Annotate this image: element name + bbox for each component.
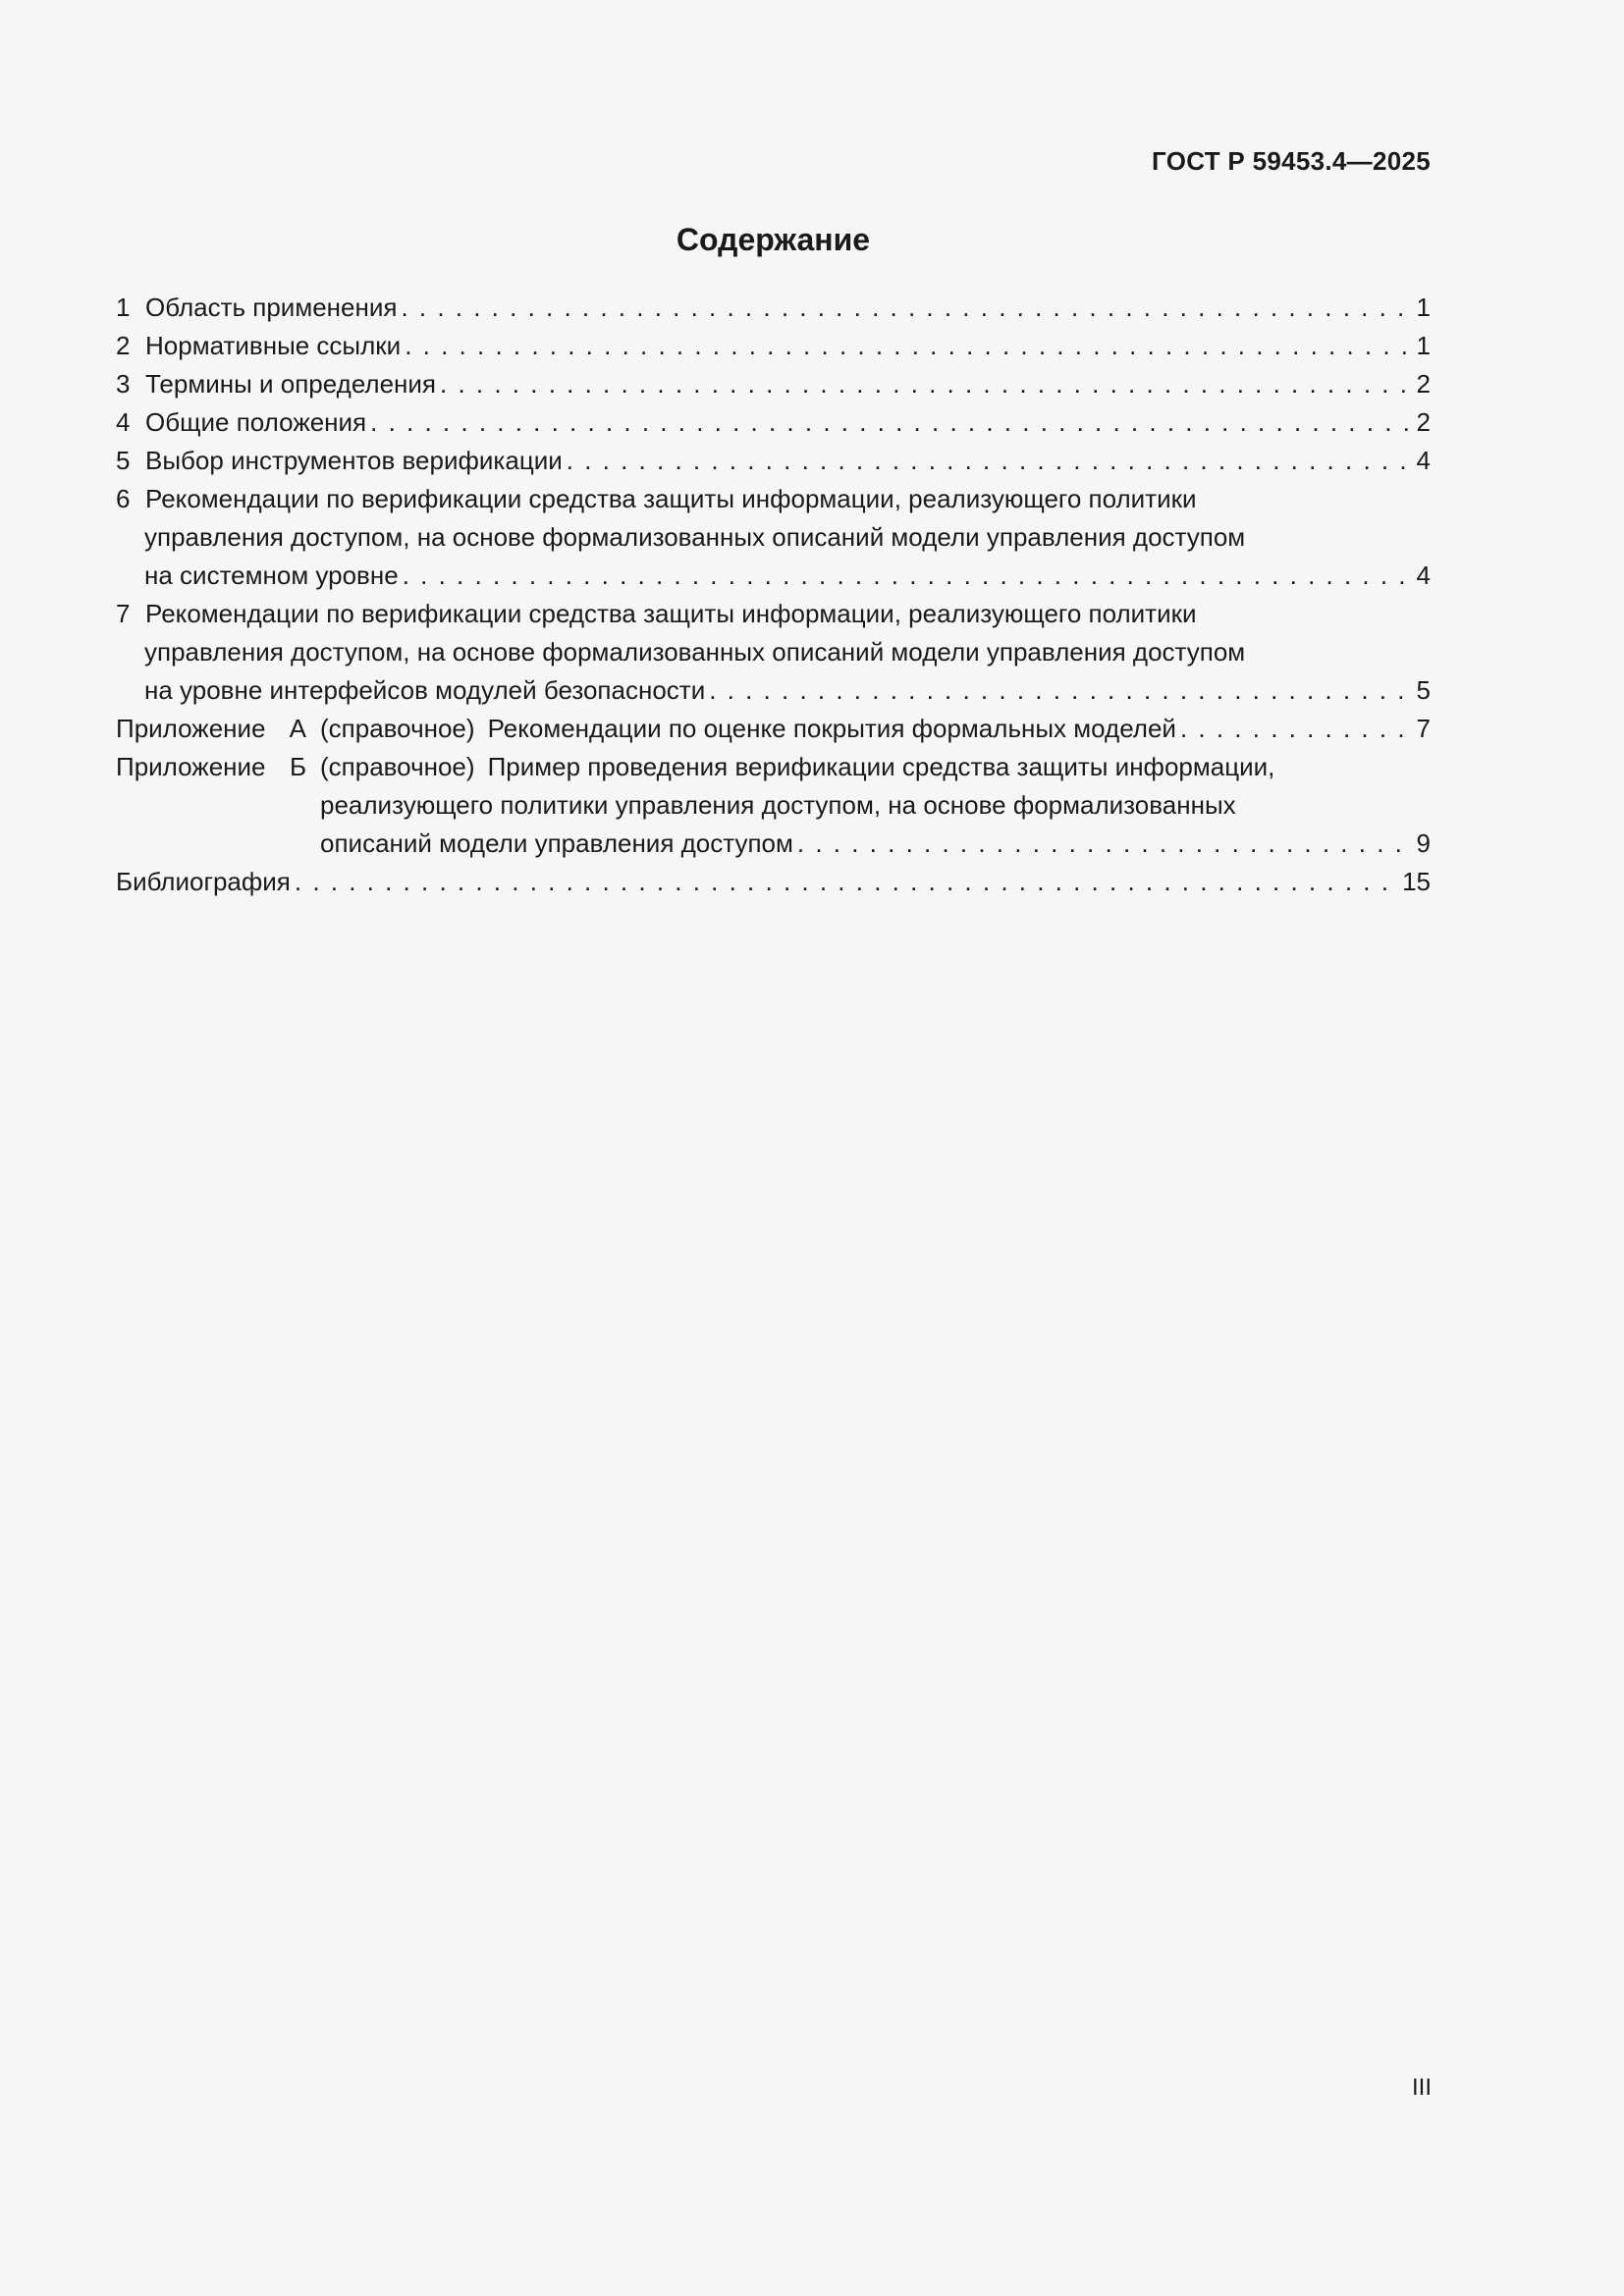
appendix-status: (справочное) [320,714,475,743]
toc-entry-title: Термины и определения [145,369,437,399]
toc-appendix-a[interactable] [116,710,1431,748]
toc-entry-2[interactable] [116,327,1431,365]
toc-appendix-b[interactable] [116,748,1431,863]
dot-leader [397,289,1414,327]
toc-entry-page: 4 [1416,561,1431,590]
toc-entry-title-line-2: управления доступом, на основе формализованных описаний модели управления доступом [144,522,1246,552]
toc-entry-3[interactable] [116,365,1431,403]
toc-entry-title: Общие положения [145,407,367,437]
dot-leader [291,863,1400,901]
toc-entry-page: 9 [1416,828,1431,858]
dot-leader [366,403,1414,442]
appendix-letter: А [289,714,306,743]
toc-entry-title: Выбор инструментов верификации [145,446,563,475]
toc-entry-page: 1 [1416,331,1431,360]
toc-title: Содержание [676,222,871,257]
toc-bibliography[interactable] [116,863,1431,901]
appendix-title-line-3: описаний модели управления доступом [320,828,793,858]
dot-leader [399,557,1415,595]
toc-entry-number: 5 [116,446,131,475]
page-number: III [1411,2074,1432,2101]
toc-entry-4[interactable] [116,403,1431,442]
toc-entry-page: 4 [1416,446,1431,475]
appendix-title-line-2: реализующего политики управления доступом, на основе формализованных [320,790,1236,820]
appendix-label [116,748,320,786]
document-code: ГОСТ Р 59453.4—2025 [1152,146,1431,176]
appendix-word: Приложение [116,714,266,743]
appendix-label [116,710,320,748]
toc-entry-7[interactable] [116,595,1431,710]
toc-entry-title-line-3: на уровне интерфейсов модулей безопасности [144,675,706,705]
table-of-contents [116,289,1431,901]
dot-leader [401,327,1414,365]
appendix-status: (справочное) [320,752,475,781]
dot-leader [563,442,1415,480]
toc-entry-page: 15 [1402,867,1431,896]
dot-leader [1176,710,1415,748]
toc-entry-page: 7 [1416,714,1431,743]
toc-entry-title: Нормативные ссылки [145,331,402,360]
toc-entry-page: 1 [1416,293,1431,322]
toc-entry-page: 2 [1416,407,1431,437]
appendix-title-line-1: Пример проведения верификации средства защиты информации, [487,752,1275,781]
toc-entry-title: Область применения [145,293,398,322]
toc-entry-1[interactable] [116,289,1431,327]
toc-entry-title-line-3: на системном уровне [144,561,399,590]
toc-entry-page: 5 [1416,675,1431,705]
toc-entry-number: 2 [116,331,131,360]
toc-entry-number: 1 [116,293,131,322]
toc-entry-5[interactable] [116,442,1431,480]
dot-leader [705,671,1414,710]
dot-leader [793,825,1415,863]
toc-entry-title-line-1: Рекомендации по верификации средства защиты информации, реализующего политики [145,484,1197,513]
toc-entry-number: 3 [116,369,131,399]
toc-entry-number: 4 [116,407,131,437]
toc-entry-6[interactable] [116,480,1431,595]
toc-entry-title-line-2: управления доступом, на основе формализованных описаний модели управления доступом [144,637,1246,667]
toc-entry-page: 2 [1416,369,1431,399]
toc-entry-title-line-1: Рекомендации по верификации средства защиты информации, реализующего политики [145,599,1197,628]
appendix-letter: Б [289,752,306,781]
dot-leader [436,365,1415,403]
toc-entry-number: 7 [116,599,131,628]
bibliography-label: Библиография [116,867,291,896]
appendix-title: Рекомендации по оценке покрытия формальных моделей [487,714,1176,743]
appendix-word: Приложение [116,752,266,781]
toc-entry-number: 6 [116,484,131,513]
